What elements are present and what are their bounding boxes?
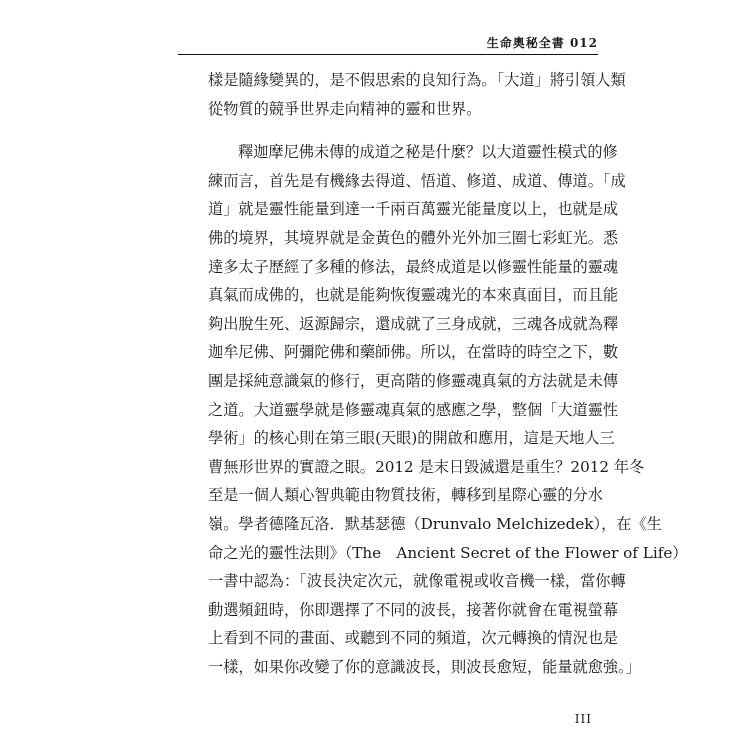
text-line: 上看到不同的畫面、或聽到不同的頻道，次元轉換的情況也是: [208, 629, 619, 648]
text-line: 佛的境界，其境界就是金黃色的體外光外加三圈七彩虹光。悉: [208, 228, 619, 247]
text-line: 迦牟尼佛、阿彌陀佛和藥師佛。所以，在當時的時空之下，數: [208, 343, 619, 362]
text-line: 從物質的競爭世界走向精神的靈和世界。: [208, 99, 482, 118]
text-line: 至是一個人類心智典範由物質技術，轉移到星際心靈的分水: [208, 486, 603, 505]
text-line: 真氣而成佛的，也就是能夠恢復靈魂光的本來真面目，而且能: [208, 286, 619, 305]
text-line: 團是採純意識氣的修行，更高階的修靈魂真氣的方法就是未傳: [208, 371, 619, 390]
text-line: 釋迦摩尼佛未傳的成道之秘是什麼？以大道靈性模式的修: [238, 143, 618, 162]
text-line: 之道。大道靈學就是修靈魂真氣的感應之學，整個「大道靈性: [208, 400, 619, 419]
text-line: 學術」的核心則在第三眼(天眼)的開啟和應用，這是天地人三: [208, 429, 615, 448]
text-line: 一書中認為：「波長決定次元，就像電視或收音機一樣，當你轉: [208, 572, 626, 591]
text-line: 動選頻鈕時，你即選擇了不同的波長，接著你就會在電視螢幕: [208, 600, 619, 619]
text-line: 樣是隨緣變異的，是不假思索的良知行為。「大道」將引領人類: [208, 71, 626, 89]
paragraph-1: [208, 66, 626, 123]
text-line: 達多太子歷經了多種的修法，最終成道是以修靈性能量的靈魂: [208, 257, 619, 276]
text-line: 練而言，首先是有機緣去得道、悟道、修道、成道、傳道。「成: [208, 171, 626, 190]
header-rule: [178, 54, 598, 55]
text-line: 曹無形世界的實證之眼。2012 是末日毀滅還是重生？2012 年冬: [208, 457, 645, 476]
page-number: III: [574, 712, 592, 726]
text-line: 命之光的靈性法則》（The Ancient Secret of the Flower of Life）: [208, 543, 688, 562]
paragraph-gap: [208, 123, 586, 138]
text-line: 一樣，如果你改變了你的意識波長，則波長愈短，能量就愈強。」: [208, 657, 641, 676]
text-line: 夠出脫生死、返源歸宗，還成就了三身成就，三魂各成就為釋: [208, 314, 619, 333]
running-header: 生命奧秘全書 012: [486, 36, 598, 50]
text-line: 嶺。學者德隆瓦洛．默基瑟德（Drunvalo Melchizedek），在《生: [208, 514, 662, 533]
text-line: 道」就是靈性能量到達一千兩百萬靈光能量度以上，也就是成: [208, 200, 619, 219]
paragraph-2: [208, 138, 688, 681]
body-text: [208, 66, 688, 681]
